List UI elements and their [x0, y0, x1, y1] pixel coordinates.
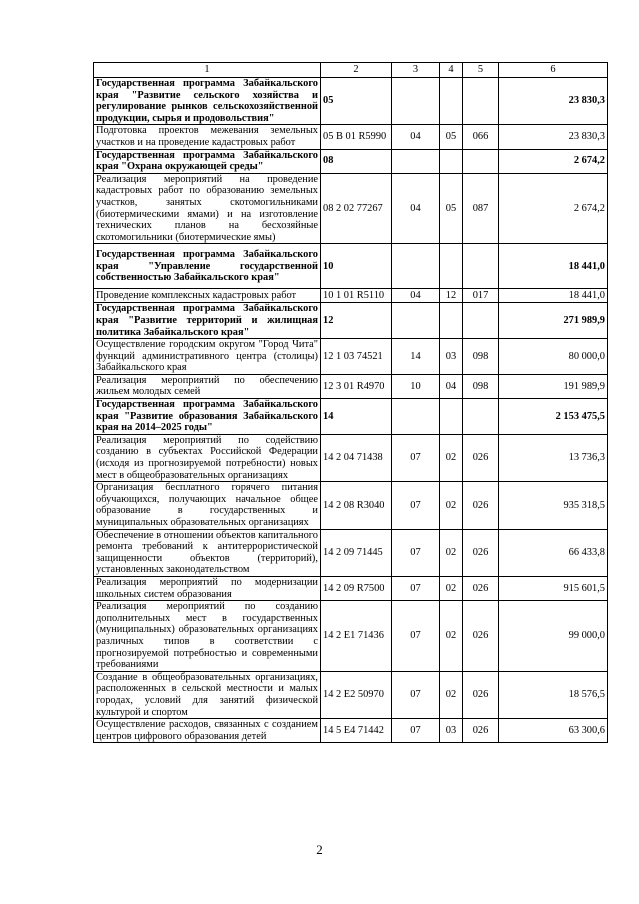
program-row [94, 78, 608, 125]
cell-amount: 935 318,5 [499, 482, 608, 529]
cell-c4: 05 [440, 173, 463, 244]
cell-c5 [463, 149, 499, 173]
header-col-5: 5 [463, 63, 499, 78]
cell-c3 [392, 78, 440, 125]
cell-c4: 02 [440, 529, 463, 576]
cell-c4: 02 [440, 601, 463, 672]
cell-code: 12 3 01 R4970 [321, 374, 392, 398]
cell-c5: 026 [463, 529, 499, 576]
cell-c4: 03 [440, 719, 463, 743]
cell-amount: 66 433,8 [499, 529, 608, 576]
cell-c3: 07 [392, 719, 440, 743]
program-row [94, 303, 608, 339]
cell-c5: 026 [463, 719, 499, 743]
cell-amount: 99 000,0 [499, 601, 608, 672]
cell-c3: 07 [392, 671, 440, 718]
cell-c4: 05 [440, 125, 463, 149]
cell-amount: 915 601,5 [499, 576, 608, 600]
cell-code: 10 1 01 R5110 [321, 289, 392, 303]
cell-name: Реализация мероприятий по созданию дополнительных мест в государственных (муниципальных) образовательных организациях различных типов в соответствии с прогнозируемой потребностью и современными требованиями [94, 601, 321, 672]
cell-amount: 23 830,3 [499, 78, 608, 125]
cell-c3: 07 [392, 601, 440, 672]
cell-name: Реализация мероприятий по содействию созданию в субъектах Российской Федерации (исходя из прогнозируемой потребности) новых мест в общеобразовательных организациях [94, 434, 321, 481]
cell-code: 08 [321, 149, 392, 173]
cell-c3 [392, 244, 440, 289]
cell-c4 [440, 244, 463, 289]
cell-c3: 04 [392, 173, 440, 244]
header-col-4: 4 [440, 63, 463, 78]
cell-c4 [440, 303, 463, 339]
header-col-2: 2 [321, 63, 392, 78]
cell-c4: 02 [440, 671, 463, 718]
cell-name: Государственная программа Забайкальского края "Охрана окружающей среды" [94, 149, 321, 173]
cell-c4: 02 [440, 434, 463, 481]
cell-name: Проведение комплексных кадастровых работ [94, 289, 321, 303]
cell-code: 14 [321, 399, 392, 435]
program-row [94, 399, 608, 435]
cell-c4: 02 [440, 482, 463, 529]
cell-name: Государственная программа Забайкальского края "Развитие сельского хозяйства и регулирование рынков сельскохозяйственной продукции, сырья и продовольствия" [94, 78, 321, 125]
cell-c5 [463, 303, 499, 339]
cell-code: 14 2 09 R7500 [321, 576, 392, 600]
cell-amount: 18 441,0 [499, 289, 608, 303]
table-header-row [94, 63, 608, 78]
cell-code: 14 2 E2 50970 [321, 671, 392, 718]
table-row [94, 339, 608, 375]
cell-c5 [463, 78, 499, 125]
cell-name: Обеспечение в отношении объектов капитального ремонта требований к антитеррористической защищенности объектов (территорий), установленных законодательством [94, 529, 321, 576]
cell-name: Создание в общеобразовательных организациях, расположенных в сельской местности и малых городах, условий для занятий физической культурой и спортом [94, 671, 321, 718]
cell-code: 14 2 08 R3040 [321, 482, 392, 529]
cell-code: 12 1 03 74521 [321, 339, 392, 375]
cell-name: Реализация мероприятий на проведение кадастровых работ по образованию земельных участков, занятых скотомогильниками (биотермическими ямами) и на изготовление технических планов на бесхозяйные скотомогильники (биотермические ямы) [94, 173, 321, 244]
cell-name: Государственная программа Забайкальского края "Развитие территорий и жилищная политика Забайкальского края" [94, 303, 321, 339]
cell-name: Государственная программа Забайкальского края "Развитие образования Забайкальского края на 2014–2025 годы" [94, 399, 321, 435]
cell-c3: 07 [392, 434, 440, 481]
header-col-3: 3 [392, 63, 440, 78]
cell-name: Реализация мероприятий по модернизации школьных систем образования [94, 576, 321, 600]
cell-code: 08 2 02 77267 [321, 173, 392, 244]
cell-amount: 23 830,3 [499, 125, 608, 149]
header-col-1: 1 [94, 63, 321, 78]
table-row [94, 125, 608, 149]
page-number: 2 [316, 842, 323, 857]
table-row [94, 482, 608, 529]
table-row [94, 289, 608, 303]
cell-c5 [463, 399, 499, 435]
cell-c3: 10 [392, 374, 440, 398]
cell-c5: 026 [463, 434, 499, 481]
cell-amount: 191 989,9 [499, 374, 608, 398]
cell-amount: 2 153 475,5 [499, 399, 608, 435]
cell-c5: 026 [463, 601, 499, 672]
cell-code: 14 2 09 71445 [321, 529, 392, 576]
cell-c4 [440, 78, 463, 125]
cell-code: 12 [321, 303, 392, 339]
cell-name: Организация бесплатного горячего питания обучающихся, получающих начальное общее образование в государственных и муниципальных образовательных организациях [94, 482, 321, 529]
cell-c3: 04 [392, 125, 440, 149]
cell-code: 14 5 E4 71442 [321, 719, 392, 743]
cell-name: Осуществление расходов, связанных с созданием центров цифрового образования детей [94, 719, 321, 743]
cell-c3 [392, 149, 440, 173]
cell-amount: 271 989,9 [499, 303, 608, 339]
cell-c3: 14 [392, 339, 440, 375]
table-body [94, 78, 608, 743]
cell-code: 10 [321, 244, 392, 289]
table-row [94, 671, 608, 718]
budget-table [93, 62, 608, 743]
header-col-6: 6 [499, 63, 608, 78]
cell-c4: 02 [440, 576, 463, 600]
cell-code: 14 2 04 71438 [321, 434, 392, 481]
cell-amount: 18 441,0 [499, 244, 608, 289]
cell-c4 [440, 399, 463, 435]
cell-c5: 098 [463, 339, 499, 375]
cell-c3 [392, 303, 440, 339]
table-row [94, 576, 608, 600]
table-row [94, 529, 608, 576]
cell-code: 14 2 E1 71436 [321, 601, 392, 672]
table-row [94, 601, 608, 672]
cell-code: 05 [321, 78, 392, 125]
cell-c4 [440, 149, 463, 173]
cell-c5: 087 [463, 173, 499, 244]
cell-c3 [392, 399, 440, 435]
table-row [94, 719, 608, 743]
cell-amount: 18 576,5 [499, 671, 608, 718]
cell-name: Осуществление городским округом "Город Чита" функций административного центра (столицы) Забайкальского края [94, 339, 321, 375]
program-row [94, 149, 608, 173]
program-row [94, 244, 608, 289]
cell-amount: 2 674,2 [499, 173, 608, 244]
cell-code: 05 В 01 R5990 [321, 125, 392, 149]
table-row [94, 173, 608, 244]
cell-c3: 07 [392, 529, 440, 576]
cell-amount: 2 674,2 [499, 149, 608, 173]
cell-c3: 04 [392, 289, 440, 303]
cell-name: Государственная программа Забайкальского края "Управление государственной собственностью Забайкальского края" [94, 244, 321, 289]
cell-c5: 066 [463, 125, 499, 149]
cell-c5: 098 [463, 374, 499, 398]
cell-c5 [463, 244, 499, 289]
cell-c3: 07 [392, 576, 440, 600]
cell-amount: 13 736,3 [499, 434, 608, 481]
cell-c4: 12 [440, 289, 463, 303]
cell-amount: 63 300,6 [499, 719, 608, 743]
cell-c3: 07 [392, 482, 440, 529]
cell-name: Реализация мероприятий по обеспечению жильем молодых семей [94, 374, 321, 398]
cell-c4: 03 [440, 339, 463, 375]
cell-name: Подготовка проектов межевания земельных участков и на проведение кадастровых работ [94, 125, 321, 149]
table-row [94, 434, 608, 481]
cell-c5: 017 [463, 289, 499, 303]
table-row [94, 374, 608, 398]
cell-amount: 80 000,0 [499, 339, 608, 375]
cell-c5: 026 [463, 576, 499, 600]
cell-c4: 04 [440, 374, 463, 398]
cell-c5: 026 [463, 482, 499, 529]
cell-c5: 026 [463, 671, 499, 718]
